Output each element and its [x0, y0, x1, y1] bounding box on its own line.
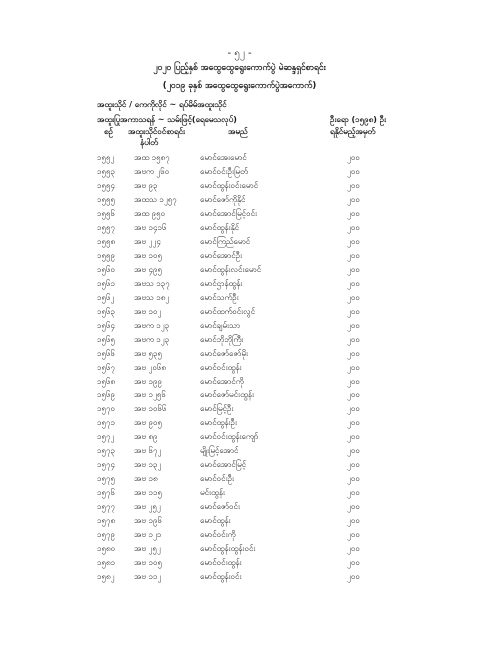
row-votes: ၂၀၀: [347, 264, 360, 274]
row-name: မောင်ဝင်းထွန်းကျော်: [200, 432, 259, 442]
row-votes: ၂၀၀: [347, 334, 360, 344]
table-row: [0, 444, 479, 458]
row-id: အဗ ၁၀၅: [134, 558, 162, 568]
row-number: ၁၅၈၁: [97, 558, 116, 568]
row-votes: ၂၀၀: [347, 390, 360, 400]
row-votes: ၂၀၀: [347, 292, 360, 302]
table-row: [0, 235, 479, 249]
row-number: ၁၅၅၆: [97, 208, 115, 218]
row-name: မောင်ဇော်ဇော်မိုး: [200, 348, 249, 358]
table-row: [0, 319, 479, 333]
row-id: အဗက ၁၂၃: [134, 334, 170, 344]
table-row: [0, 151, 479, 165]
row-number: ၁၅၆၈: [97, 376, 116, 386]
row-name: မောင်အောင်မြင့်ဝင်း: [200, 208, 258, 218]
row-number: ၁၅၆၃: [97, 306, 115, 316]
row-id: အဗ ၁၀၆၆: [134, 404, 167, 414]
row-id: အထ ၁၅၈၇: [134, 153, 170, 162]
row-number: ၁၅၇၂: [97, 432, 115, 442]
row-number: ၁၅၈၀: [97, 544, 116, 554]
table-row: [0, 472, 479, 486]
document-subtitle: (၂၀၁၉ ခုနှစ် အထွေထွေရွေးကောက်ပွဲအကောက်): [162, 81, 317, 91]
row-votes: ၂၀၀: [347, 502, 360, 512]
row-id: အဗက ၁၂၃: [134, 320, 170, 330]
row-id: အဗ ၁၉၆: [134, 516, 162, 526]
row-votes: ၂၀၀: [347, 208, 360, 218]
table-row: [0, 430, 479, 444]
row-number: ၁၅၅၂: [97, 153, 115, 162]
row-votes: ၂၀၀: [347, 362, 360, 372]
table-row: [0, 305, 479, 319]
row-id: အဗ ၂၂၄: [134, 236, 161, 246]
row-name: မောင်ကြည်မောင်: [200, 236, 251, 246]
table-row: [0, 263, 479, 277]
col-header-votes: ရနိုင်မည့်အမှတ်: [330, 127, 376, 136]
row-id: အဗသ ၁၃၇: [134, 278, 170, 288]
row-votes: ၂၀၀: [347, 572, 360, 582]
row-votes: ၂၀၀: [347, 474, 360, 484]
row-votes: ၂၀၀: [347, 250, 360, 260]
row-number: ၁၅၈၂: [97, 572, 115, 582]
row-id: အဗ ၁၂၁: [134, 530, 162, 540]
row-number: ၁၅၅၃: [97, 166, 115, 176]
row-votes: ၂၀၀: [347, 153, 360, 162]
row-number: ၁၅၆၉: [97, 390, 115, 400]
row-id: အဗ ၂၅၂: [134, 544, 161, 554]
table-row: [0, 179, 479, 193]
row-votes: ၂၀၀: [347, 404, 360, 414]
region-line: အထူးသိုင် / ကေကိုလိုင် ~ ရပ်မိမ်အထူးသိုင်: [97, 100, 227, 109]
table-row: [0, 361, 479, 375]
table-row: [0, 249, 479, 263]
row-number: ၁၅၆၀: [97, 264, 115, 274]
table-row: [0, 528, 479, 542]
col-header-id: အထူးသိုင်ဝင်စာရင်း: [128, 127, 186, 136]
row-id: အထသ ၁၂၅၇: [134, 194, 177, 204]
row-id: အဗ ၁၄၁၆: [134, 222, 167, 232]
document-title: ၂၀၂၀ ပြည့်နှစ် အထွေထွေရွေးကောက်ပွဲ မဲဆန္ဒရှင်စာရင်း: [153, 63, 326, 73]
row-votes: ၂၀၀: [347, 460, 360, 470]
row-id: အဗ ၂၅၂: [134, 502, 161, 512]
col-header-name: အမည်: [228, 127, 248, 136]
page-number: - ၅၂ -: [227, 48, 252, 59]
row-id: အဗ ၁၃၂: [134, 460, 162, 470]
table-row: [0, 347, 479, 361]
row-name: မောင်ဝင်းဦး: [200, 474, 235, 484]
row-number: ၁၅၇၃: [97, 446, 115, 456]
row-id: အဗ ၁၀၅: [134, 250, 162, 260]
table-row: [0, 486, 479, 500]
row-votes: ၂၀၀: [347, 432, 360, 442]
row-name: မောင်ထွန်းဦး: [200, 418, 238, 428]
row-votes: ၂၀၀: [347, 446, 360, 456]
row-name: မောင်ထက်ဝင်းလွင်: [200, 306, 256, 316]
row-name: မောင်ဝင်းဦးမြတ်: [200, 166, 248, 176]
row-number: ၁၅၇၄: [97, 460, 115, 470]
row-id: အဗ ၁၉၉: [134, 376, 162, 386]
table-row: [0, 193, 479, 207]
col-header-no: စဉ်: [104, 127, 113, 136]
table-row: [0, 514, 479, 528]
row-votes: ၂၀၀: [347, 278, 360, 288]
right-header: ဦးရော (၁၅၉၈) ဦး: [330, 115, 387, 124]
row-name: မောင်အောင်မြင့်: [200, 460, 247, 470]
table-row: [0, 221, 479, 235]
table-row: [0, 388, 479, 402]
row-name: မောင်ထွန်းဝင်းမောင်: [200, 180, 259, 190]
row-id: အဗ ၁၂၅၆: [134, 390, 166, 400]
row-name: မောင်ဇော်ဝင်း: [200, 502, 240, 512]
table-row: [0, 542, 479, 556]
table-row: [0, 277, 479, 291]
row-votes: ၂၀၀: [347, 488, 360, 498]
row-name: မောင်ဝင်းထွန်း: [200, 362, 242, 372]
row-votes: ၂၀၀: [347, 558, 360, 568]
row-id: အဗ ၁၁၂: [134, 572, 162, 582]
row-name: မောင်သက်ဦး: [200, 292, 239, 302]
row-name: မောင်ဘိုဘိုကြီး: [200, 334, 244, 344]
row-id: အဗ ၉၃: [134, 180, 158, 190]
row-votes: ၂၀၀: [347, 236, 360, 246]
row-votes: ၂၀၀: [347, 348, 360, 358]
row-name: မောင်ဇော်မင်းထွန်း: [200, 390, 254, 400]
row-votes: ၂၀၀: [347, 320, 360, 330]
row-number: ၁၅၇၅: [97, 474, 115, 484]
row-number: ၁၅၆၄: [97, 320, 115, 330]
row-number: ၁၅၅၈: [97, 236, 116, 246]
row-votes: ၂၀၀: [347, 166, 360, 176]
row-id: အဗ ၆၇၂: [134, 446, 162, 456]
row-number: ၁၅၇၆: [97, 488, 115, 498]
row-name: မောင်အောင်ကို: [200, 376, 244, 386]
row-number: ၁၅၆၂: [97, 292, 115, 302]
row-votes: ၂၀၀: [347, 530, 360, 540]
row-number: ၁၅၅၄: [97, 180, 115, 190]
row-votes: ၂၀၀: [347, 306, 360, 316]
row-name: မောင်ထွန်းနိုင်: [200, 222, 240, 232]
row-id: အဗ ၈၉: [134, 432, 158, 442]
row-name: မောင်အေးမောင်: [200, 153, 247, 162]
row-id: အဗ ၉၀၅: [134, 418, 162, 428]
row-votes: ၂၀၀: [347, 222, 360, 232]
row-id: အဗ ၁၀၂: [134, 306, 162, 316]
row-number: ၁၅၆၇: [97, 362, 115, 372]
row-number: ၁၅၇၀: [97, 404, 115, 414]
table-row: [0, 207, 479, 221]
table-row: [0, 570, 479, 584]
row-votes: ၂၀၀: [347, 544, 360, 554]
table-row: [0, 375, 479, 389]
row-name: မောင်ဇော်ကိုနိုင်: [200, 194, 246, 204]
row-name: မောင်ဝင်းကို: [200, 530, 236, 540]
row-number: ၁၅၆၁: [97, 278, 115, 288]
group-line: အထူးပြုအကာသရန် ~ သမ်းဖြင့်(ရေမေသလုပ်): [97, 115, 237, 124]
row-name: မောင်အောင်ဦး: [200, 250, 243, 260]
row-number: ၁၅၅၅: [97, 194, 115, 204]
row-name: မောင်ဌာန်ထွန်း: [200, 278, 243, 288]
table-row: [0, 556, 479, 570]
row-votes: ၂၀၀: [347, 418, 360, 428]
row-id: အဗ ၄၉၅: [134, 264, 162, 274]
voter-table: [0, 151, 479, 584]
row-id: အဗ ၁၁၅: [134, 488, 162, 498]
row-name: မောင်ထွန်းလင်းမောင်: [200, 264, 262, 274]
row-number: ၁၅၇၈: [97, 516, 116, 526]
row-votes: ၂၀၀: [347, 180, 360, 190]
col-header-id2: နံပါတ်: [140, 138, 158, 147]
row-id: အထ ၉၅၀: [134, 208, 166, 218]
table-row: [0, 165, 479, 179]
table-row: [0, 291, 479, 305]
row-votes: ၂၀၀: [347, 516, 360, 526]
table-row: [0, 402, 479, 416]
row-number: ၁၅၅၇: [97, 222, 115, 232]
row-id: အဗ ၁၈: [134, 474, 158, 484]
table-row: [0, 333, 479, 347]
row-name: မောင်ထွန်း: [200, 516, 231, 526]
row-number: ၁၅၇၉: [97, 530, 115, 540]
row-name: မောင်ဝင်းထွန်း: [200, 558, 242, 568]
row-name: မောင်ထွန်းထွန်းဝင်း: [200, 544, 256, 554]
table-row: [0, 458, 479, 472]
row-number: ၁၅၇၇: [97, 502, 115, 512]
row-id: အဗ ၅၃၅: [134, 348, 162, 358]
row-id: အဗသ ၁၈၂: [134, 292, 170, 302]
row-number: ၁၅၇၁: [97, 418, 115, 428]
table-row: [0, 416, 479, 430]
row-id: အဗ ၂၀၆၈: [134, 362, 166, 372]
row-name: မောင်ချမ်းသာ: [200, 320, 241, 330]
row-number: ၁၅၆၅: [97, 334, 115, 344]
row-name: မောင်မြင့်ဦး: [200, 404, 234, 414]
row-name: မျိုးမြင့်အောင်: [200, 446, 239, 456]
row-votes: ၂၀၀: [347, 194, 360, 204]
row-number: ၁၅၆၆: [97, 348, 115, 358]
row-number: ၁၅၅၉: [97, 250, 115, 260]
table-row: [0, 500, 479, 514]
row-name: မောင်ထွန်းဝင်း: [200, 572, 242, 582]
row-id: အဗက ၂၆၀: [134, 166, 170, 176]
row-name: မင်းထွန်း: [200, 488, 225, 498]
row-votes: ၂၀၀: [347, 376, 360, 386]
